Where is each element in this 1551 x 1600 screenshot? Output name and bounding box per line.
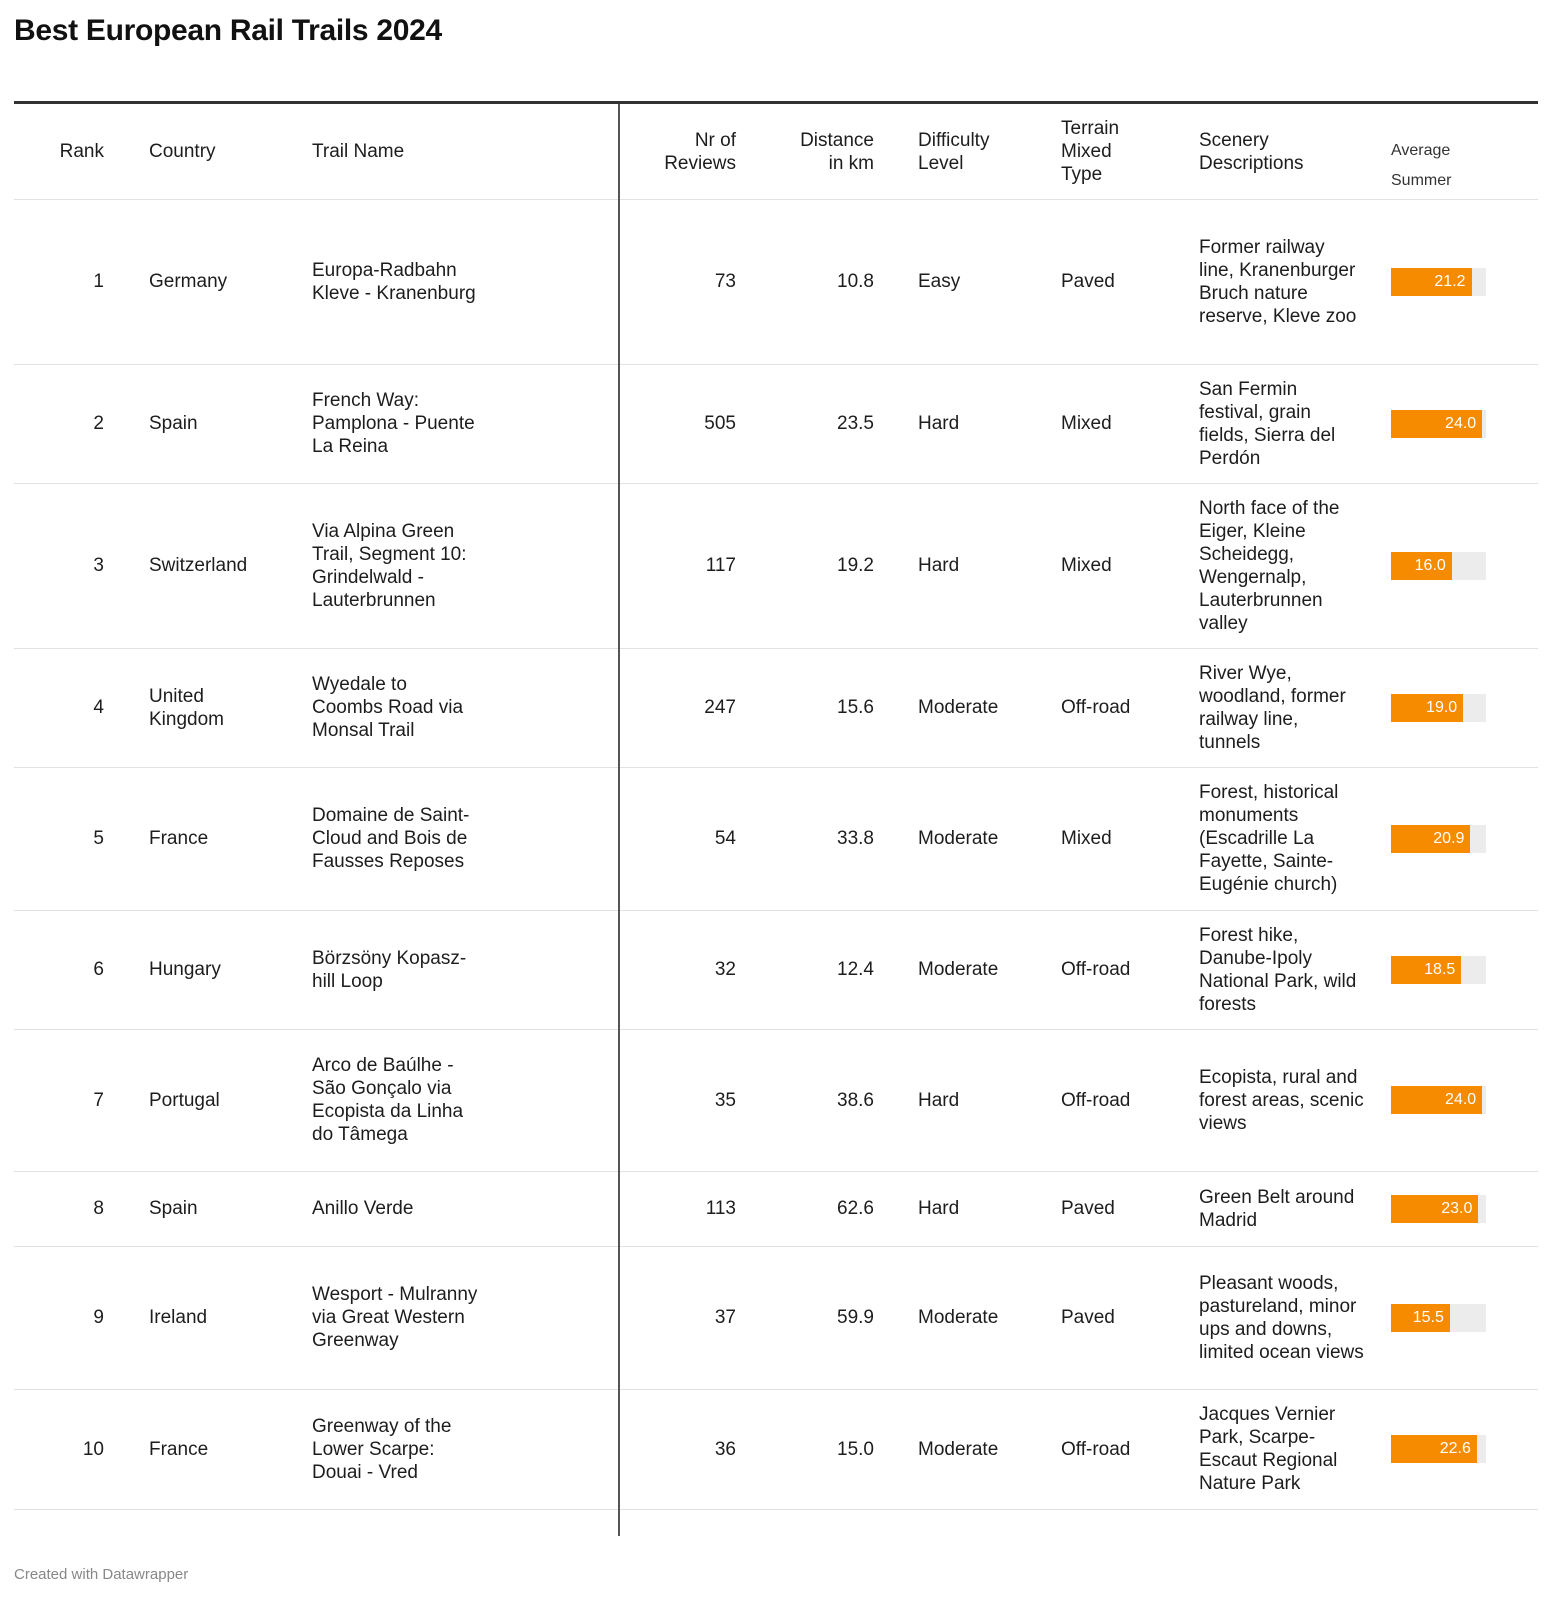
scenery-cell-text: Forest, historical monuments (Escadrille La Fayette, Sainte-Eugénie church): [1199, 782, 1339, 895]
rank-cell-text: 10: [82, 1438, 104, 1460]
rank-cell: [14, 648, 104, 767]
header-terrain: [1061, 104, 1191, 199]
terrain-cell: [1061, 1246, 1191, 1389]
distance-cell: [774, 1171, 874, 1246]
reviews-cell-text: 35: [714, 1089, 736, 1111]
table-row: [14, 1389, 1538, 1510]
distance-cell: [774, 1029, 874, 1171]
country-cell: [149, 199, 309, 364]
country-cell-text: Ireland: [149, 1307, 208, 1328]
reviews-cell: [644, 1246, 736, 1389]
country-cell-text: France: [149, 828, 209, 849]
distance-cell-text: 10.8: [837, 271, 874, 292]
difficulty-cell-text: Moderate: [918, 828, 999, 849]
reviews-cell-text: 247: [704, 697, 736, 718]
rank-cell: [14, 767, 104, 910]
distance-cell-text: 33.8: [837, 828, 874, 849]
header-terrain-text: Terrain Mixed Type: [1061, 118, 1120, 185]
trail-name-cell-text: Europa-Radbahn Kleve - Kranenburg: [312, 259, 476, 304]
rank-cell-text: 9: [93, 1307, 104, 1328]
reviews-cell-text: 54: [714, 828, 736, 849]
difficulty-cell: [918, 1171, 1048, 1246]
terrain-cell-text: Off-road: [1061, 959, 1131, 980]
country-cell: [149, 1246, 309, 1389]
header-trail-name-text: Trail Name: [312, 141, 405, 162]
scenery-cell: [1199, 767, 1364, 910]
average-summer-bar-track: [1391, 268, 1486, 296]
reviews-cell-text: 37: [714, 1307, 736, 1328]
average-summer-value: 24.0: [1445, 1091, 1477, 1108]
table-row: [14, 1029, 1538, 1172]
distance-cell-text: 59.9: [837, 1307, 874, 1328]
trail-name-cell: [312, 483, 482, 648]
reviews-cell: [644, 910, 736, 1029]
rank-cell: [14, 910, 104, 1029]
country-cell: [149, 648, 309, 767]
reviews-cell: [644, 1029, 736, 1171]
trail-name-cell-text: Anillo Verde: [312, 1198, 414, 1219]
distance-cell-text: 62.6: [837, 1198, 874, 1219]
terrain-cell-text: Paved: [1061, 1198, 1115, 1219]
column-divider: [618, 104, 620, 1536]
average-summer-value: 16.0: [1414, 556, 1446, 574]
country-cell: [149, 1029, 309, 1171]
terrain-cell-text: Paved: [1061, 271, 1115, 292]
difficulty-cell: [918, 1246, 1048, 1389]
distance-cell-text: 38.6: [837, 1089, 874, 1111]
country-cell: [149, 483, 309, 648]
country-cell-text: Germany: [149, 271, 228, 292]
trail-name-cell: [312, 767, 482, 910]
difficulty-cell: [918, 364, 1048, 483]
difficulty-cell: [918, 483, 1048, 648]
terrain-cell: [1061, 767, 1191, 910]
difficulty-cell-text: Hard: [918, 555, 960, 576]
distance-cell: [774, 910, 874, 1029]
difficulty-cell: [918, 1029, 1048, 1171]
table-row: [14, 1246, 1538, 1390]
terrain-cell-text: Off-road: [1061, 697, 1131, 718]
scenery-cell: [1199, 483, 1364, 648]
average-summer-value: 22.6: [1439, 1440, 1471, 1457]
reviews-cell: [644, 767, 736, 910]
terrain-cell: [1061, 364, 1191, 483]
table-row: [14, 1171, 1538, 1247]
terrain-cell: [1061, 1171, 1191, 1246]
reviews-cell-text: 32: [714, 959, 736, 980]
rank-cell-text: 1: [93, 271, 104, 292]
chart-title: Best European Rail Trails 2024: [14, 14, 442, 47]
scenery-cell-text: North face of the Eiger, Kleine Scheidegg, Wengernalp, Lauterbrunnen valley: [1199, 497, 1340, 634]
rank-cell: [14, 1389, 104, 1509]
difficulty-cell-text: Moderate: [918, 697, 999, 718]
header-country: [149, 104, 309, 199]
average-summer-bar-track: [1391, 1304, 1486, 1332]
rank-cell: [14, 1029, 104, 1171]
average-summer-bar-track: [1391, 694, 1486, 722]
terrain-cell: [1061, 1389, 1191, 1509]
country-cell-text: Hungary: [149, 959, 221, 980]
terrain-cell: [1061, 483, 1191, 648]
country-cell: [149, 1389, 309, 1509]
header-rank: [14, 104, 104, 199]
reviews-cell-text: 113: [705, 1198, 736, 1219]
rank-cell: [14, 483, 104, 648]
reviews-cell: [644, 1171, 736, 1246]
average-summer-value: 18.5: [1424, 960, 1456, 978]
average-summer-value: 20.9: [1433, 829, 1465, 847]
scenery-cell: [1199, 1029, 1364, 1171]
terrain-cell-text: Off-road: [1061, 1438, 1131, 1460]
scenery-cell-text: Forest hike, Danube-Ipoly National Park, wild forests: [1199, 924, 1357, 1015]
terrain-cell-text: Mixed: [1061, 413, 1112, 434]
table-row: [14, 199, 1538, 365]
average-summer-bar: [1391, 1304, 1450, 1332]
header-rank-text: Rank: [59, 141, 104, 162]
rank-cell: [14, 364, 104, 483]
scenery-cell: [1199, 910, 1364, 1029]
header-reviews: [644, 104, 736, 199]
average-summer-bar: [1391, 1435, 1477, 1463]
trail-name-cell: [312, 648, 482, 767]
table-row: [14, 767, 1538, 911]
average-summer-bar: [1391, 694, 1463, 722]
average-summer-bar-track: [1391, 956, 1486, 984]
average-summer-value: 23.0: [1441, 1199, 1473, 1217]
reviews-cell: [644, 199, 736, 364]
terrain-cell-text: Mixed: [1061, 828, 1112, 849]
average-summer-bar-track: [1391, 552, 1486, 580]
country-cell: [149, 364, 309, 483]
distance-cell-text: 12.4: [837, 959, 874, 980]
trail-name-cell-text: Via Alpina Green Trail, Segment 10: Grindelwald - Lauterbrunnen: [312, 520, 467, 611]
country-cell-text: Portugal: [149, 1089, 220, 1111]
header-average-line2: Summer: [1391, 172, 1452, 189]
trail-name-cell: [312, 910, 482, 1029]
reviews-cell: [644, 364, 736, 483]
header-reviews-text: Nr of Reviews: [664, 129, 736, 174]
distance-cell-text: 23.5: [837, 413, 874, 434]
table-row: [14, 364, 1538, 484]
rank-cell: [14, 1246, 104, 1389]
header-distance-text: Distance in km: [800, 129, 874, 174]
scenery-cell-text: Former railway line, Kranenburger Bruch nature reserve, Kleve zoo: [1199, 236, 1357, 327]
reviews-cell: [644, 1389, 736, 1509]
trail-name-cell-text: Greenway of the Lower Scarpe: Douai - Vred: [312, 1415, 452, 1483]
rank-cell: [14, 199, 104, 364]
scenery-cell: [1199, 648, 1364, 767]
header-scenery-text: Scenery Descriptions: [1199, 129, 1304, 174]
reviews-cell-text: 73: [714, 271, 736, 292]
distance-cell: [774, 199, 874, 364]
header-difficulty: [918, 104, 1048, 199]
average-summer-bar: [1391, 410, 1482, 438]
average-summer-bar: [1391, 552, 1452, 580]
difficulty-cell-text: Hard: [918, 413, 960, 434]
trail-name-cell-text: Wyedale to Coombs Road via Monsal Trail: [312, 674, 464, 741]
distance-cell-text: 15.6: [837, 697, 874, 718]
header-average-summer: [1391, 136, 1451, 196]
scenery-cell: [1199, 199, 1364, 364]
distance-cell: [774, 1389, 874, 1509]
difficulty-cell: [918, 199, 1048, 364]
reviews-cell-text: 505: [704, 413, 736, 434]
scenery-cell: [1199, 1246, 1364, 1389]
scenery-cell-text: Pleasant woods, pastureland, minor ups and downs, limited ocean views: [1199, 1272, 1364, 1363]
average-summer-bar-track: [1391, 1086, 1486, 1114]
table-row: [14, 648, 1538, 768]
distance-cell: [774, 364, 874, 483]
table-row: [14, 910, 1538, 1030]
difficulty-cell-text: Moderate: [918, 1307, 999, 1328]
trail-name-cell: [312, 1389, 482, 1509]
average-summer-bar: [1391, 268, 1472, 296]
difficulty-cell: [918, 910, 1048, 1029]
scenery-cell-text: Green Belt around Madrid: [1199, 1186, 1355, 1231]
scenery-cell-text: River Wye, woodland, former railway line, tunnels: [1199, 662, 1346, 753]
header-average-line1: Average: [1391, 142, 1451, 159]
header-distance: [774, 104, 874, 199]
trail-name-cell: [312, 199, 482, 364]
reviews-cell: [644, 648, 736, 767]
country-cell: [149, 910, 309, 1029]
trail-name-cell-text: French Way: Pamplona - Puente La Reina: [312, 390, 475, 457]
rank-cell-text: 7: [93, 1089, 104, 1111]
rank-cell-text: 6: [93, 959, 104, 980]
distance-cell-text: 15.0: [837, 1438, 874, 1460]
header-scenery: [1199, 104, 1364, 199]
distance-cell: [774, 767, 874, 910]
terrain-cell: [1061, 648, 1191, 767]
country-cell-text: Spain: [149, 413, 198, 434]
distance-cell: [774, 648, 874, 767]
average-summer-bar: [1391, 1086, 1482, 1114]
reviews-cell-text: 117: [705, 555, 736, 576]
table-row: [14, 483, 1538, 649]
header-trail-name: [312, 104, 482, 199]
scenery-cell: [1199, 1389, 1364, 1509]
scenery-cell: [1199, 1171, 1364, 1246]
average-summer-value: 21.2: [1434, 272, 1466, 290]
header-country-text: Country: [149, 141, 216, 162]
distance-cell-text: 19.2: [837, 555, 874, 576]
difficulty-cell: [918, 648, 1048, 767]
reviews-cell-text: 36: [714, 1438, 736, 1460]
distance-cell: [774, 1246, 874, 1389]
average-summer-value: 24.0: [1445, 414, 1477, 432]
difficulty-cell-text: Moderate: [918, 959, 999, 980]
rank-cell-text: 8: [93, 1198, 104, 1219]
difficulty-cell-text: Hard: [918, 1198, 960, 1219]
scenery-cell-text: San Fermin festival, grain fields, Sierra del Perdón: [1199, 378, 1336, 469]
difficulty-cell: [918, 1389, 1048, 1509]
country-cell-text: Switzerland: [149, 555, 248, 576]
terrain-cell-text: Off-road: [1061, 1089, 1131, 1111]
rank-cell-text: 3: [93, 555, 104, 576]
difficulty-cell-text: Hard: [918, 1089, 960, 1111]
terrain-cell: [1061, 199, 1191, 364]
trail-name-cell-text: Arco de Baúlhe - São Gonçalo via Ecopista da Linha do Tâmega: [312, 1055, 464, 1145]
country-cell: [149, 767, 309, 910]
trail-name-cell: [312, 364, 482, 483]
country-cell-text: United Kingdom: [149, 685, 224, 730]
trail-name-cell-text: Börzsöny Kopasz-hill Loop: [312, 947, 467, 992]
average-summer-bar-track: [1391, 1435, 1486, 1463]
trail-name-cell-text: Domaine de Saint-Cloud and Bois de Fausses Reposes: [312, 805, 470, 872]
terrain-cell: [1061, 910, 1191, 1029]
trail-name-cell: [312, 1171, 482, 1246]
average-summer-bar: [1391, 1195, 1478, 1223]
average-summer-bar: [1391, 956, 1461, 984]
country-cell-text: France: [149, 1438, 209, 1460]
reviews-cell: [644, 483, 736, 648]
trail-name-cell: [312, 1246, 482, 1389]
rank-cell-text: 2: [93, 413, 104, 434]
country-cell-text: Spain: [149, 1198, 198, 1219]
rank-cell-text: 4: [93, 697, 104, 718]
average-summer-value: 15.5: [1412, 1308, 1444, 1326]
average-summer-bar-track: [1391, 1195, 1486, 1223]
terrain-cell-text: Mixed: [1061, 555, 1112, 576]
rank-cell: [14, 1171, 104, 1246]
distance-cell: [774, 483, 874, 648]
average-summer-bar-track: [1391, 410, 1486, 438]
trail-name-cell-text: Wesport - Mulranny via Great Western Greenway: [312, 1284, 478, 1351]
header-difficulty-text: Difficulty Level: [918, 129, 990, 174]
average-summer-bar: [1391, 825, 1470, 853]
scenery-cell-text: Jacques Vernier Park, Scarpe-Escaut Regional Nature Park: [1199, 1404, 1338, 1494]
average-summer-value: 19.0: [1426, 698, 1458, 716]
difficulty-cell-text: Moderate: [918, 1438, 999, 1460]
terrain-cell-text: Paved: [1061, 1307, 1115, 1328]
scenery-cell: [1199, 364, 1364, 483]
average-summer-bar-track: [1391, 825, 1486, 853]
country-cell: [149, 1171, 309, 1246]
terrain-cell: [1061, 1029, 1191, 1171]
scenery-cell-text: Ecopista, rural and forest areas, scenic views: [1199, 1066, 1364, 1134]
difficulty-cell: [918, 767, 1048, 910]
table-header-row: [14, 104, 1538, 200]
difficulty-cell-text: Easy: [918, 271, 961, 292]
rank-cell-text: 5: [93, 828, 104, 849]
credit-footer: Created with Datawrapper: [14, 1566, 189, 1583]
trail-name-cell: [312, 1029, 482, 1171]
